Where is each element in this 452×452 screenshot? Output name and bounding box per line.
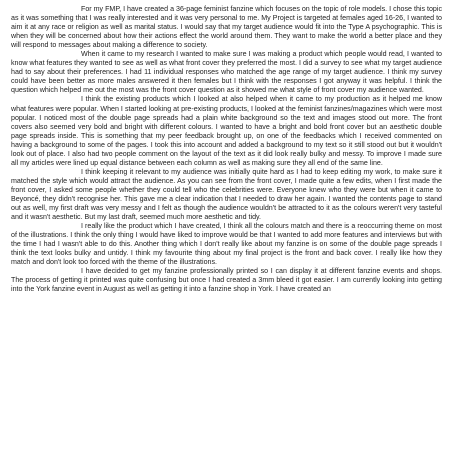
paragraph-evaluation: I really like the product which I have created, I think all the colours match and there is a reoccurring theme on most of the illustrations. I think the only thing I would have liked to improve would be that I wanted to add more features and interviews but with the time I had I wasn't able to do this. Another thing which I don't really like about my fanzine is on some of the double page spreads I think the text looks bulky and untidy. I think my favourite thing about my final project is the front and back cover. I really like how they match and don't look too forced with the theme of the illustrations. — [11, 222, 442, 267]
document-body — [11, 5, 442, 295]
paragraph-introduction: For my FMP, I have created a 36-page feminist fanzine which focuses on the topic of role models. I chose this topic as it was something that I was really interested and it was very personal to me. My Project is targeted at females aged 16-26, I wanted to aim it at any race or religion as well as marital status. I would say that my target audience would fit into the Type A psychographic. This is when they will be concerned about how their actions effect the world around them. They want to make the world a better place and they will respond to messages about making a difference to society. — [11, 5, 442, 50]
paragraph-audience-relevance: I think keeping it relevant to my audience was initially quite hard as I had to keep editing my work, to make sure it matched the style which would attract the audience. As you can see from the front cover, I made quite a few edits, when I first made the front cover, I asked some people whether they could tell who the celebrities were. Everyone knew who they were but when it came to Beyoncé, they didn't recognise her. This gave me a clear indication that I needed to draw her again. I wanted the contents page to stand out as well, my first draft was very messy and I felt as though the audience wouldn't be attracted to it as the colours weren't very tasteful and it wasn't aesthetic. But my last draft, seemed much more aesthetic and tidy. — [11, 167, 442, 222]
paragraph-printing: I have decided to get my fanzine professionally printed so I can display it at different fanzine events and shops. The process of getting it printed was quite confusing but once I had created a 3mm bleed it got easier. I am currently looking into getting into the York fanzine event in August as well as getting it into a fanzine shop in York. I have created an — [11, 267, 442, 294]
paragraph-existing-products: I think the existing products which I looked at also helped when it came to my production as it helped me know what features were popular. When I started looking at pre-existing products, I looked at the feminist fanzines/magazines which were most popular. I noticed most of the double page spreads had a plain white background so the text and images stood out more. The front covers also seemed very bold and bright with different colours. I wanted to have a bright and bold front cover but an aesthetic double page spreads inside. This is something that my peer feedback brought up, on one of the feedbacks which I received commented on having a background to some of the pages. I took this into account and added a background to my text so it still stood out but it wouldn't look out of place. I also had two people comment on the layout of the text as it did look really bulky and messy. To improve I made sure all my articles were lined up equal distance between each column as well as making sure they all end of the same line. — [11, 95, 442, 167]
paragraph-research: When it came to my research I wanted to make sure I was making a product which people would read, I wanted to know what features they wanted to see as well as what front cover they preferred the most. I did a survey to see what my target audience had to say about their preferences. I had 11 individual responses who matched the age range of my target audience. I think my survey could have been better as more males answered it then females but I think with the responses I got anyway it was helpful. I think the question which helped me out the most was the front cover question as it showed me what style of front cover my audience wanted. — [11, 50, 442, 95]
